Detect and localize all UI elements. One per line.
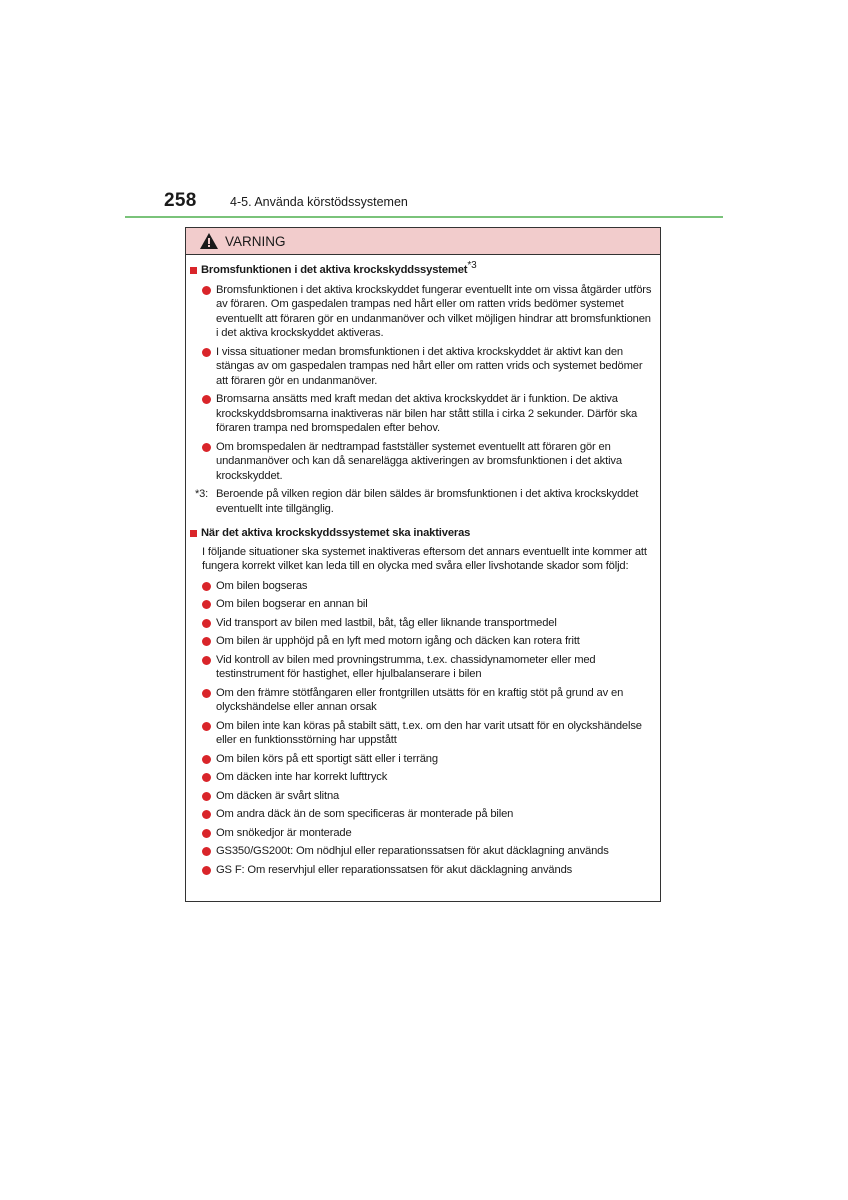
list-item: Om bromspedalen är nedtrampad fastställer systemet eventuellt att föraren gör en undanmanöver och kan då senarelägga aktiveringen av bromsfunktionen i det aktiva krockskyddet. [202, 440, 652, 484]
bullet-dot-icon [202, 773, 211, 782]
bullet-dot-icon [202, 829, 211, 838]
bullet-dot-icon [202, 443, 211, 452]
bullet-dot-icon [202, 637, 211, 646]
bullet-dot-icon [202, 286, 211, 295]
section-title: 4-5. Använda körstödssystemen [230, 195, 408, 209]
list-item: Bromsfunktionen i det aktiva krockskyddet fungerar eventuellt inte om vissa åtgärder utförs av föraren. Om gaspedalen trampas ned hårt eller om ratten vrids bedömer systemet eventuellt att föraren gör en undanmanöver och vilket möjligen hindrar att bromsfunktionen i det aktiva krockskyddet aktiveras. [202, 283, 652, 341]
bullet-dot-icon [202, 792, 211, 801]
footnote-mark: *3: [195, 488, 209, 500]
bullet-dot-icon [202, 582, 211, 591]
bullet-dot-icon [202, 619, 211, 628]
intro-paragraph: I följande situationer ska systemet inaktiveras eftersom det annars eventuellt inte kommer att fungera korrekt vilket kan leda till en olycka med svåra eller livshotande skador som följd: [202, 545, 647, 572]
list-item: Om snökedjor är monterade [202, 826, 652, 841]
list-item: Om bilen bogserar en annan bil [202, 597, 652, 612]
heading-text: Bromsfunktionen i det aktiva krockskyddssystemet [201, 264, 468, 276]
list-item: I vissa situationer medan bromsfunktionen i det aktiva krockskyddet är aktivt kan den stängas av om gaspedalen trampas ned hårt eller om ratten vrids och systemet bedömer att föraren gör en undanmanöver. [202, 345, 652, 389]
bullet-dot-icon [202, 600, 211, 609]
footnote-text: Beroende på vilken region där bilen säldes är bromsfunktionen i det aktiva krockskyddet eventuellt inte tillgänglig. [216, 488, 639, 515]
list-item: Vid kontroll av bilen med provningstrumma, t.ex. chassidynamometer eller med testinstrument för hastighet, eller hjulbalanserare i bilen [202, 653, 652, 682]
list-item: Om däcken inte har korrekt lufttryck [202, 770, 652, 785]
list-item: GS F: Om reservhjul eller reparationssatsen för akut däcklagning används [202, 863, 652, 878]
list-item: Vid transport av bilen med lastbil, båt, tåg eller liknande transportmedel [202, 616, 652, 631]
bullet-dot-icon [202, 722, 211, 731]
list-item: Om den främre stötfångaren eller frontgrillen utsätts för en kraftig stöt på grund av en olyckshändelse eller annan orsak [202, 686, 652, 715]
list-item: Om bilen körs på ett sportigt sätt eller i terräng [202, 752, 652, 767]
list-item: Bromsarna ansätts med kraft medan det aktiva krockskyddet är i funktion. De aktiva krockskyddsbromsarna inaktiveras när bilen har stått stilla i cirka 2 sekunder. Därför ska föraren trampa ned bromspedalen efter behov. [202, 392, 652, 436]
list-item: Om andra däck än de som specificeras är monterade på bilen [202, 807, 652, 822]
footnote [195, 487, 652, 516]
bullet-dot-icon [202, 866, 211, 875]
bullet-dot-icon [202, 847, 211, 856]
deactivate-situations-list [190, 579, 652, 878]
section-heading-deactivate [190, 526, 652, 541]
bullet-dot-icon [202, 755, 211, 764]
list-item: Om bilen inte kan köras på stabilt sätt, t.ex. om den har varit utsatt för en olyckshändelse eller en funktionsstörning har uppstått [202, 719, 652, 748]
page-number: 258 [164, 190, 197, 211]
brake-function-list [190, 283, 652, 484]
section-heading-brake-function [190, 260, 652, 279]
heading-text: När det aktiva krockskyddssystemet ska inaktiveras [201, 527, 471, 539]
list-item: Om bilen bogseras [202, 579, 652, 594]
heading-footnote-ref: *3 [467, 260, 477, 271]
warning-header [186, 228, 660, 255]
bullet-dot-icon [202, 348, 211, 357]
warning-triangle-icon [199, 232, 219, 250]
header-divider [125, 216, 723, 218]
list-item: Om bilen är upphöjd på en lyft med motorn igång och däcken kan rotera fritt [202, 634, 652, 649]
list-item: GS350/GS200t: Om nödhjul eller reparationssatsen för akut däcklagning används [202, 844, 652, 859]
red-square-icon [190, 530, 197, 537]
bullet-dot-icon [202, 810, 211, 819]
bullet-dot-icon [202, 689, 211, 698]
list-item: Om däcken är svårt slitna [202, 789, 652, 804]
bullet-dot-icon [202, 656, 211, 665]
warning-title: VARNING [225, 233, 286, 249]
red-square-icon [190, 267, 197, 274]
bullet-dot-icon [202, 395, 211, 404]
warning-box [185, 227, 661, 902]
warning-content [186, 255, 660, 877]
